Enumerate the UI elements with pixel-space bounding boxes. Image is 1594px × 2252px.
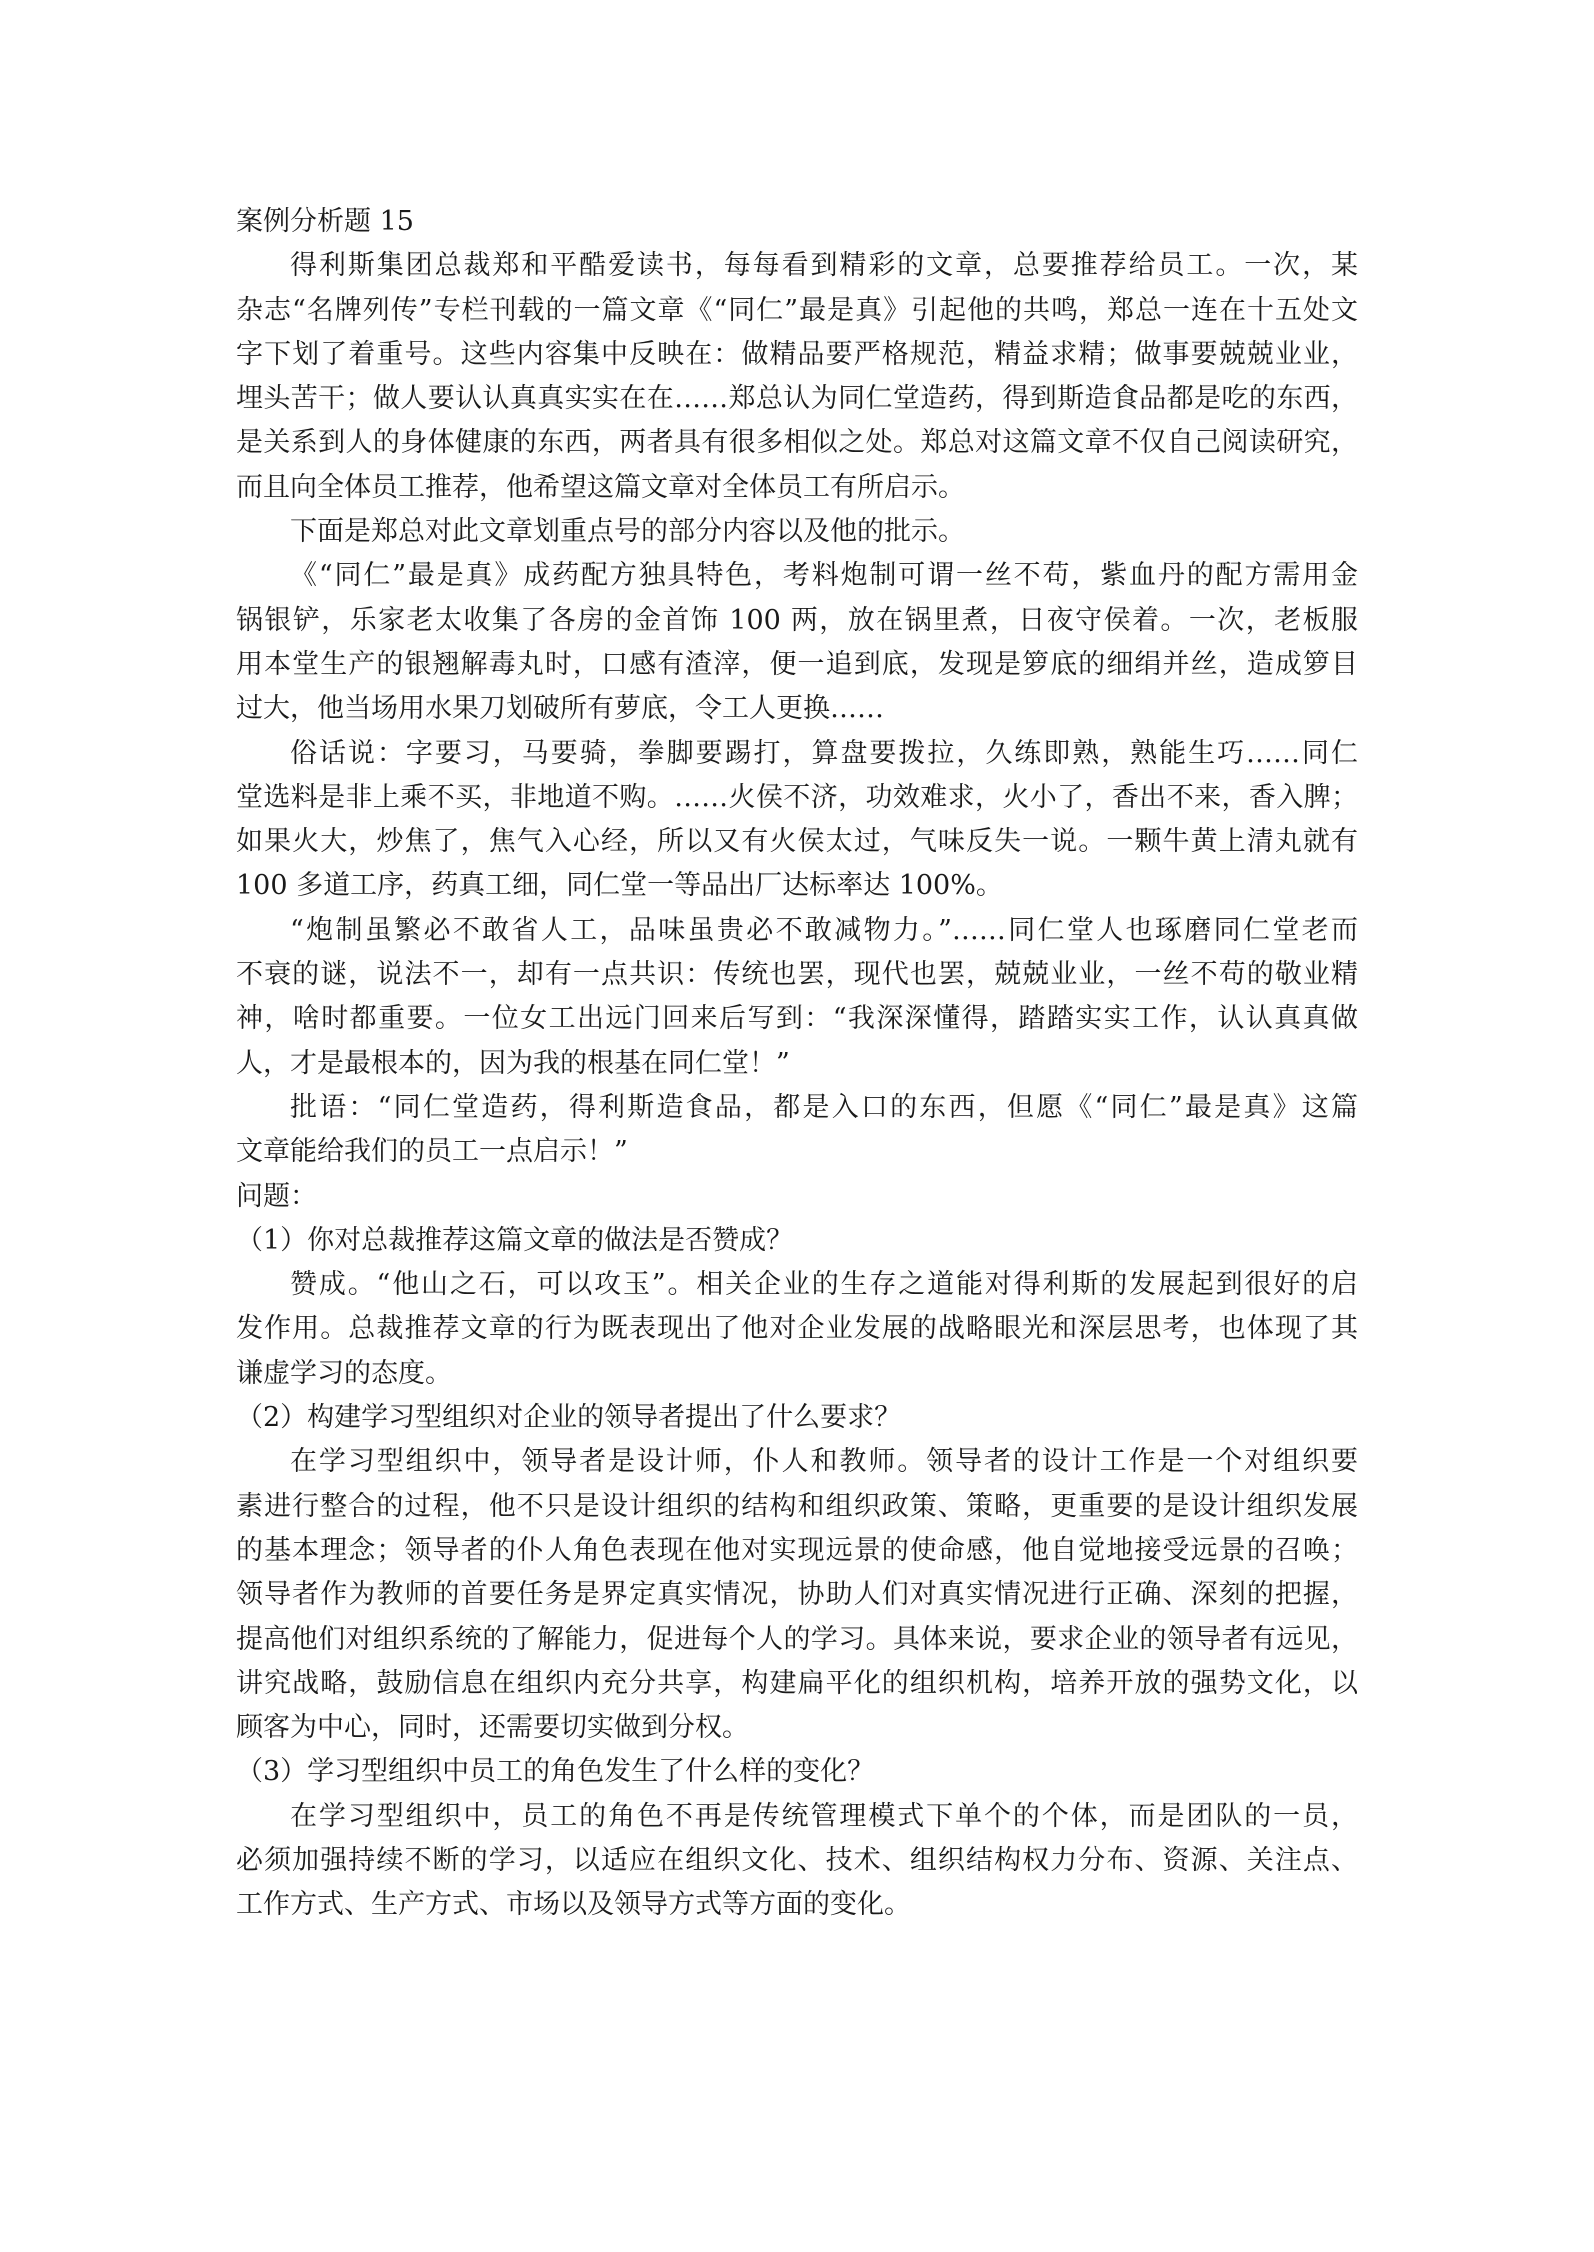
paragraph-line: 100 多道工序，药真工细，同仁堂一等品出厂达标率达 100%。 xyxy=(236,870,1003,902)
paragraph xyxy=(236,732,1358,909)
paragraph xyxy=(236,1263,1358,1396)
paragraph-line: 锅银铲，乐家老太收集了各房的金首饰 100 两，放在锅里煮，日夜守侯着。一次，老板服 xyxy=(236,604,1358,636)
paragraph xyxy=(236,554,1358,731)
paragraph xyxy=(236,1219,1358,1263)
paragraph xyxy=(236,1175,1358,1219)
paragraph-line: 字下划了着重号。这些内容集中反映在：做精品要严格规范，精益求精；做事要兢兢业业， xyxy=(236,338,1358,370)
paragraph-line: 是关系到人的身体健康的东西，两者具有很多相似之处。郑总对这篇文章不仅自己阅读研究， xyxy=(236,427,1358,459)
paragraph-line: 杂志“名牌列传”专栏刊载的一篇文章《“同仁”最是真》引起他的共鸣，郑总一连在十五处文 xyxy=(236,294,1358,326)
paragraph-line: 提高他们对组织系统的了解能力，促进每个人的学习。具体来说，要求企业的领导者有远见， xyxy=(236,1623,1358,1655)
paragraph-line: 领导者作为教师的首要任务是界定真实情况，协助人们对真实情况进行正确、深刻的把握， xyxy=(236,1579,1358,1611)
paragraph xyxy=(236,1396,1358,1440)
paragraph-line: 埋头苦干；做人要认认真真实实在在……郑总认为同仁堂造药，得到斯造食品都是吃的东西， xyxy=(236,383,1358,415)
paragraph-line: 赞成。“他山之石，可以攻玉”。相关企业的生存之道能对得利斯的发展起到很好的启 xyxy=(290,1269,1358,1301)
paragraph-line: 在学习型组织中，领导者是设计师，仆人和教师。领导者的设计工作是一个对组织要 xyxy=(290,1446,1358,1478)
document-page xyxy=(236,200,1358,1928)
paragraph-line: 下面是郑总对此文章划重点号的部分内容以及他的批示。 xyxy=(290,516,965,548)
paragraph-line: （3）学习型组织中员工的角色发生了什么样的变化？ xyxy=(236,1756,875,1788)
paragraph xyxy=(236,244,1358,510)
paragraph-line: 素进行整合的过程，他不只是设计组织的结构和组织政策、策略，更重要的是设计组织发展 xyxy=(236,1490,1358,1522)
paragraph xyxy=(236,1750,1358,1794)
paragraph-line: 的基本理念；领导者的仆人角色表现在他对实现远景的使命感，他自觉地接受远景的召唤； xyxy=(236,1534,1358,1566)
paragraph-line: 《“同仁”最是真》成药配方独具特色，考料炮制可谓一丝不苟，紫血丹的配方需用金 xyxy=(290,560,1358,592)
paragraph-line: 工作方式、生产方式、市场以及领导方式等方面的变化。 xyxy=(236,1889,911,1921)
document-body xyxy=(236,200,1358,1928)
paragraph xyxy=(236,1440,1358,1750)
paragraph-line: （1）你对总裁推荐这篇文章的做法是否赞成？ xyxy=(236,1224,794,1256)
paragraph-line: 人，才是最根本的，因为我的根基在同仁堂！” xyxy=(236,1047,790,1079)
paragraph xyxy=(236,1795,1358,1928)
paragraph xyxy=(236,909,1358,1086)
paragraph-line: 发作用。总裁推荐文章的行为既表现出了他对企业发展的战略眼光和深层思考，也体现了其 xyxy=(236,1313,1358,1345)
paragraph-line: 俗话说：字要习，马要骑，拳脚要踢打，算盘要拨拉，久练即熟，熟能生巧……同仁 xyxy=(290,737,1358,769)
paragraph-line: 用本堂生产的银翘解毒丸时，口感有渣滓，便一追到底，发现是箩底的细绢并丝，造成箩目 xyxy=(236,648,1358,680)
paragraph-line: 讲究战略，鼓励信息在组织内充分共享，构建扁平化的组织机构，培养开放的强势文化，以 xyxy=(236,1667,1358,1699)
paragraph-line: 必须加强持续不断的学习，以适应在组织文化、技术、组织结构权力分布、资源、关注点、 xyxy=(236,1844,1358,1876)
paragraph xyxy=(236,1086,1358,1175)
paragraph-line: 在学习型组织中，员工的角色不再是传统管理模式下单个的个体，而是团队的一员， xyxy=(290,1800,1358,1832)
paragraph-line: 如果火大，炒焦了，焦气入心经，所以又有火侯太过，气味反失一说。一颗牛黄上清丸就有 xyxy=(236,826,1358,858)
paragraph-line: 而且向全体员工推荐，他希望这篇文章对全体员工有所启示。 xyxy=(236,471,965,503)
paragraph-line: 神，啥时都重要。一位女工出远门回来后写到：“我深深懂得，踏踏实实工作，认认真真做 xyxy=(236,1003,1358,1035)
paragraph-line: 不衰的谜，说法不一，却有一点共识：传统也罢，现代也罢，兢兢业业，一丝不苟的敬业精 xyxy=(236,959,1358,991)
paragraph-line: 问题： xyxy=(236,1180,317,1212)
paragraph-line: 文章能给我们的员工一点启示！” xyxy=(236,1136,628,1168)
paragraph-line: 谦虚学习的态度。 xyxy=(236,1357,452,1389)
paragraph-line: （2）构建学习型组织对企业的领导者提出了什么要求？ xyxy=(236,1402,902,1434)
paragraph-line: 得利斯集团总裁郑和平酷爱读书，每每看到精彩的文章，总要推荐给员工。一次，某 xyxy=(290,250,1358,282)
paragraph xyxy=(236,510,1358,554)
paragraph-line: 过大，他当场用水果刀划破所有萝底，令工人更换…… xyxy=(236,693,884,725)
document-title: 案例分析题 15 xyxy=(236,206,414,237)
paragraph-line: 顾客为中心，同时，还需要切实做到分权。 xyxy=(236,1712,749,1744)
paragraph-line: 堂选料是非上乘不买，非地道不购。……火侯不济，功效难求，火小了，香出不来，香入脾； xyxy=(236,781,1358,813)
paragraph-line: 批语：“同仁堂造药，得利斯造食品，都是入口的东西，但愿《“同仁”最是真》这篇 xyxy=(290,1091,1358,1123)
paragraph-line: “炮制虽繁必不敢省人工，品味虽贵必不敢减物力。”……同仁堂人也琢磨同仁堂老而 xyxy=(290,914,1358,946)
